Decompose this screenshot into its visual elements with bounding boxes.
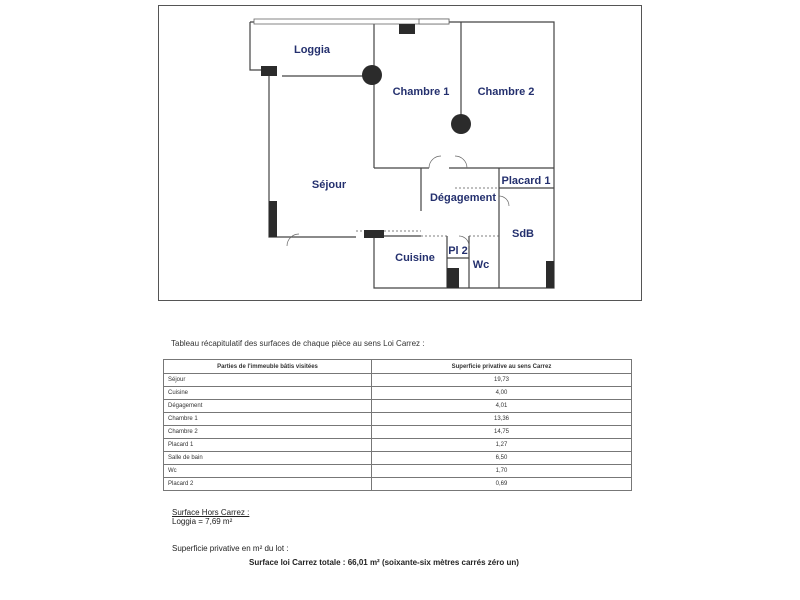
room-name-cell: Wc — [164, 465, 372, 478]
surface-value-cell: 6,50 — [372, 452, 632, 465]
room-label-degagement: Dégagement — [429, 192, 497, 204]
surface-value-cell: 1,70 — [372, 465, 632, 478]
room-label-sdb: SdB — [512, 228, 534, 240]
total-surface: Surface loi Carrez totale : 66,01 m² (soixante-six mètres carrés zéro un) — [249, 558, 519, 567]
room-label-sejour: Séjour — [311, 179, 347, 191]
room-name-cell: Placard 2 — [164, 478, 372, 491]
surface-value-cell: 4,00 — [372, 387, 632, 400]
surface-value-cell: 1,27 — [372, 439, 632, 452]
room-label-pl-2: Pl 2 — [448, 245, 468, 257]
room-label-chambre-2: Chambre 2 — [477, 86, 535, 98]
floor-plan-drawing — [159, 6, 643, 302]
room-label-wc: Wc — [472, 259, 490, 271]
hors-carrez-title: Surface Hors Carrez : — [172, 508, 250, 517]
table-intro: Tableau récapitulatif des surfaces de chaque pièce au sens Loi Carrez : — [171, 339, 425, 348]
room-label-cuisine: Cuisine — [395, 252, 435, 264]
room-label-chambre-1: Chambre 1 — [392, 86, 450, 98]
room-label-loggia: Loggia — [293, 44, 331, 56]
superficie-title: Superficie privative en m² du lot : — [172, 544, 289, 553]
surface-table — [163, 359, 632, 491]
column-header-superficie: Superficie privative au sens Carrez — [372, 360, 632, 374]
table-header-row — [164, 360, 632, 374]
table-row — [164, 400, 632, 413]
room-name-cell: Placard 1 — [164, 439, 372, 452]
room-name-cell: Chambre 2 — [164, 426, 372, 439]
surface-value-cell: 0,69 — [372, 478, 632, 491]
surface-value-cell: 19,73 — [372, 374, 632, 387]
room-name-cell: Dégagement — [164, 400, 372, 413]
room-name-cell: Chambre 1 — [164, 413, 372, 426]
surface-value-cell: 13,36 — [372, 413, 632, 426]
hors-carrez-value: Loggia = 7,69 m² — [172, 517, 233, 526]
room-name-cell: Salle de bain — [164, 452, 372, 465]
table-row — [164, 374, 632, 387]
table-row — [164, 478, 632, 491]
surface-value-cell: 4,01 — [372, 400, 632, 413]
room-label-placard-1: Placard 1 — [501, 175, 551, 187]
table-row — [164, 439, 632, 452]
table-row — [164, 452, 632, 465]
table-row — [164, 426, 632, 439]
column-header-parties: Parties de l'immeuble bâtis visitées — [164, 360, 372, 374]
surface-value-cell: 14,75 — [372, 426, 632, 439]
table-row — [164, 465, 632, 478]
floor-plan — [158, 5, 642, 301]
table-row — [164, 387, 632, 400]
room-name-cell: Cuisine — [164, 387, 372, 400]
room-name-cell: Séjour — [164, 374, 372, 387]
table-row — [164, 413, 632, 426]
